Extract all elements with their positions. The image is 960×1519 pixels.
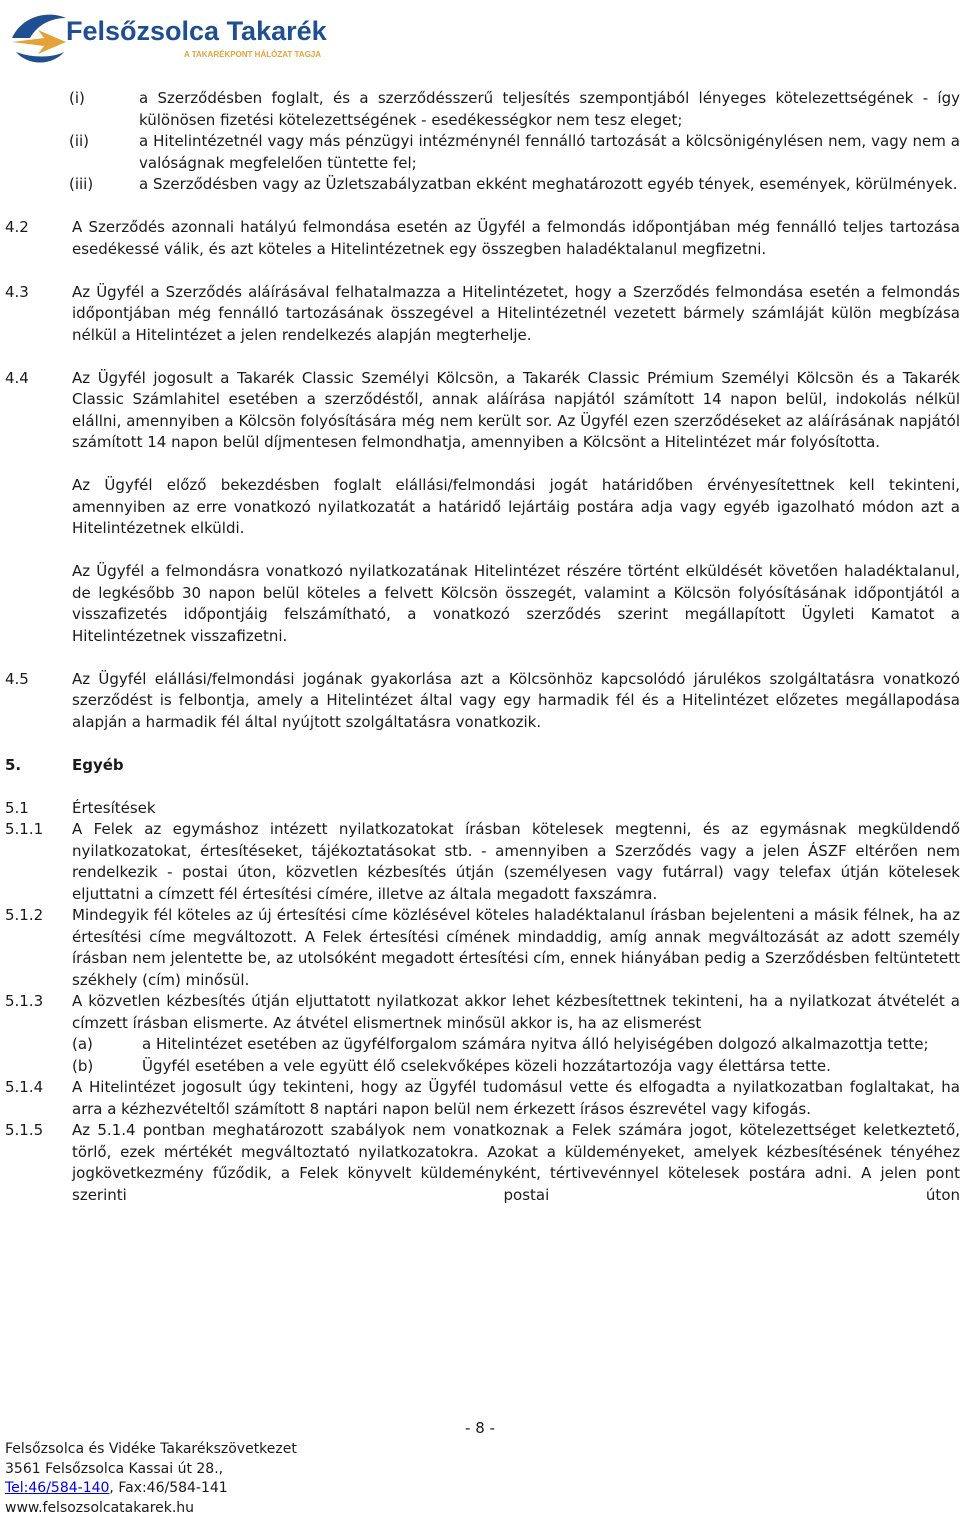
sub-item-text: Ügyfél esetében a vele együtt élő cselekvőképes közeli hozzátartozója vagy élettársa tette. — [142, 1056, 831, 1075]
paragraph-text: A Szerződés azonnali hatályú felmondása esetén az Ügyfél a felmondás időpontjában még fennálló teljes tartozása esedékessé válik, és azt köteles a Hitelintézetnek egy összegben haladéktalanul megfizetni. — [72, 218, 960, 258]
paragraph-number: 5.1.3 — [5, 992, 44, 1010]
paragraph-text: A Felek az egymáshoz intézett nyilatkozatokat írásban kötelesek megtenni, és az egymásnak megküldendő nyilatkozatokat, értesítéseket, tájékoztatásokat stb. - amennyiben a Szerződés vagy a jelen ÁSZF eltérően nem rendelkezik - postai úton, közvetlen kézbesítés útján (személyesen vagy futárral) vagy telefax útján kötelesek eljuttatni a címzett fél értesítési címére, illetve az általa megadott faxszámra. — [72, 820, 960, 903]
footer-address: 3561 Felsőzsolca Kassai út 28., — [5, 1460, 224, 1477]
paragraph-4-4 — [5, 368, 960, 648]
subsection-number: 5.1 — [5, 798, 29, 817]
sub-list-item — [72, 1034, 960, 1056]
footer-org: Felsőzsolca és Vidéke Takarékszövetkezet — [5, 1441, 297, 1457]
footer-fax: , Fax:46/584-141 — [109, 1480, 228, 1496]
paragraph-4-5 — [5, 669, 960, 734]
paragraph-number: 4.3 — [5, 282, 29, 301]
page-number: - 8 - — [465, 1419, 495, 1437]
paragraph-text: A közvetlen kézbesítés útján eljuttatott nyilatkozat akkor lehet kézbesítettnek tekinteni, ha a nyilatkozat átvételét a címzett írásban elismerte. Az átvétel elismertnek minősül akkor is, ha az elismerést — [72, 992, 960, 1032]
paragraph-5-1-1 — [5, 819, 960, 905]
brand-name: Felsőzsolca Takarék — [66, 16, 327, 46]
paragraph-number: 4.4 — [5, 368, 29, 387]
footer-contact — [5, 1479, 297, 1499]
item-text: a Hitelintézetnél vagy más pénzügyi intézménynél fennálló tartozását a kölcsönigénylésen nem, vagy nem a valóságnak megfelelően tüntette fel; — [139, 132, 960, 172]
footer-website[interactable]: www.felsozsolcatakarek.hu — [5, 1499, 195, 1516]
paragraph-number: 4.5 — [5, 669, 29, 688]
phone-link[interactable]: Tel:46/584-140 — [5, 1480, 110, 1496]
paragraph-text: Mindegyik fél köteles az új értesítési címe közlésével köteles haladéktalanul írásban bejelenteni a másik félnek, ha az értesítési címe megváltozott. A Felek értesítési címének mindaddig, amíg annak megváltozását az adott személy írásban nem jelentette be, az utolsóként megadott értesítési cím, ennek hiányában pedig a Szerződésben feltüntetett székhely (cím) minősül. — [72, 906, 960, 989]
item-number: (iii) — [69, 175, 94, 193]
subsection-title: Értesítések — [72, 798, 156, 817]
item-number: (i) — [69, 89, 85, 107]
paragraph-5-1-4 — [5, 1077, 960, 1120]
section-number: 5. — [5, 755, 22, 774]
paragraph-number: 5.1.5 — [5, 1121, 44, 1139]
sub-item-number: (a) — [72, 1035, 93, 1053]
paragraph-text: Az Ügyfél a Szerződés aláírásával felhatalmazza a Hitelintézetet, hogy a Szerződés felmondása esetén a felmondás időpontjában még fennálló tartozásának összegével a Hitelintézetnél vezetett bármely számláját külön megbízása nélkül a Hitelintézet a jelen rendelkezés alapján megterhelje. — [72, 282, 960, 344]
sub-item-number: (b) — [72, 1056, 94, 1075]
list-item — [5, 174, 960, 196]
paragraph-text: A Hitelintézet jogosult úgy tekinteni, hogy az Ügyfél tudomásul vette és elfogadta a nyilatkozatban foglaltakat, ha arra a kézhezvételtől számított 8 naptári napon belül nem érkezett írásos észrevétel vagy kifogás. — [72, 1078, 960, 1118]
paragraph-5-1-5 — [5, 1120, 960, 1206]
sub-item-text: a Hitelintézet esetében az ügyfélforgalom számára nyitva álló helyiségében dolgozó alkalmazottja tette; — [142, 1035, 929, 1053]
footer — [5, 1440, 297, 1518]
item-text: a Szerződésben foglalt, és a szerződésszerű teljesítés szempontjából lényeges kötelezettségének - így különösen fizetési kötelezettségének - esedékességkor nem tesz eleget; — [139, 89, 960, 129]
paragraph-number: 5.1.4 — [5, 1078, 44, 1096]
paragraph-text: Az 5.1.4 pontban meghatározott szabályok nem vonatkoznak a Felek számára jogot, kötelezettséget keletkeztető, törlő, ezek mértékét megváltoztató nyilatkozatokra. Azokat a küldeményeket, amelyek kézbesítésének tényéhez jogkövetkezmény fűződik, a Felek könyvelt küldeményként, tértivevénnyel kötelesek postára adni. A jelen pont szerinti postai úton — [72, 1121, 960, 1204]
section-heading — [5, 755, 960, 777]
sub-list-item — [72, 1056, 960, 1078]
paragraph-4-3 — [5, 282, 960, 347]
paragraph-5-1-2 — [5, 905, 960, 991]
document-body — [5, 88, 960, 1206]
paragraph-number: 4.2 — [5, 218, 29, 236]
list-item — [5, 88, 960, 131]
paragraph-text: Az Ügyfél a felmondásra vonatkozó nyilatkozatának Hitelintézet részére történt elküldését követően haladéktalanul, de legkésőbb 30 napon belül köteles a felvett Kölcsön összegét, valamint a Kölcsön folyósításának időpontjától a visszafizetés időpontjáig felszámítható, a vonatkozó szerződés szerint megállapított Ügyleti Kamatot a Hitelintézetnek visszafizetni. — [72, 562, 960, 645]
brand-tagline: A TAKARÉKPONT HÁLÓZAT TAGJA — [184, 50, 322, 59]
item-number: (ii) — [69, 132, 90, 150]
paragraph-text: Az Ügyfél előző bekezdésben foglalt elállási/felmondási jogát határidőben érvényesítettnek kell tekinteni, amennyiben az erre vonatkozó nyilatkozatát a határidő lejártáig postára adja vagy egyéb igazolható módon azt a Hitelintézetnek elküldi. — [72, 476, 960, 537]
paragraph-number: 5.1.2 — [5, 906, 44, 924]
brand-logo — [8, 8, 338, 70]
paragraph-4-2 — [5, 217, 960, 260]
paragraph-text: Az Ügyfél elállási/felmondási jogának gyakorlása azt a Kölcsönhöz kapcsolódó járulékos szolgáltatásra vonatkozó szerződést is felbontja, amely a Hitelintézet által vagy egy harmadik fél és a Hitelintézet előzetes megállapodása alapján a harmadik fél által nyújtott szolgáltatásra vonatkozik. — [72, 669, 960, 731]
subsection-heading — [5, 798, 960, 820]
paragraph-text: Az Ügyfél jogosult a Takarék Classic Személyi Kölcsön, a Takarék Classic Prémium Személyi Kölcsön és a Takarék Classic Számlahitel esetében a szerződéstől, annak aláírása napjától számított 14 napon belül, indokolás nélkül elállni, amennyiben a Kölcsön folyósítására még nem került sor. Az Ügyfél ezen szerződéseket az aláírásának napjától számított 14 napon belül díjmentesen felmondhatja, amennyiben a Kölcsönt a Hitelintézet már folyósította. — [72, 368, 960, 451]
paragraph-5-1-3 — [5, 991, 960, 1077]
list-item — [5, 131, 960, 174]
item-text: a Szerződésben vagy az Üzletszabályzatban ekként meghatározott egyéb tények, események, körülmények. — [139, 175, 958, 193]
paragraph-number: 5.1.1 — [5, 820, 44, 838]
section-title: Egyéb — [72, 755, 124, 774]
